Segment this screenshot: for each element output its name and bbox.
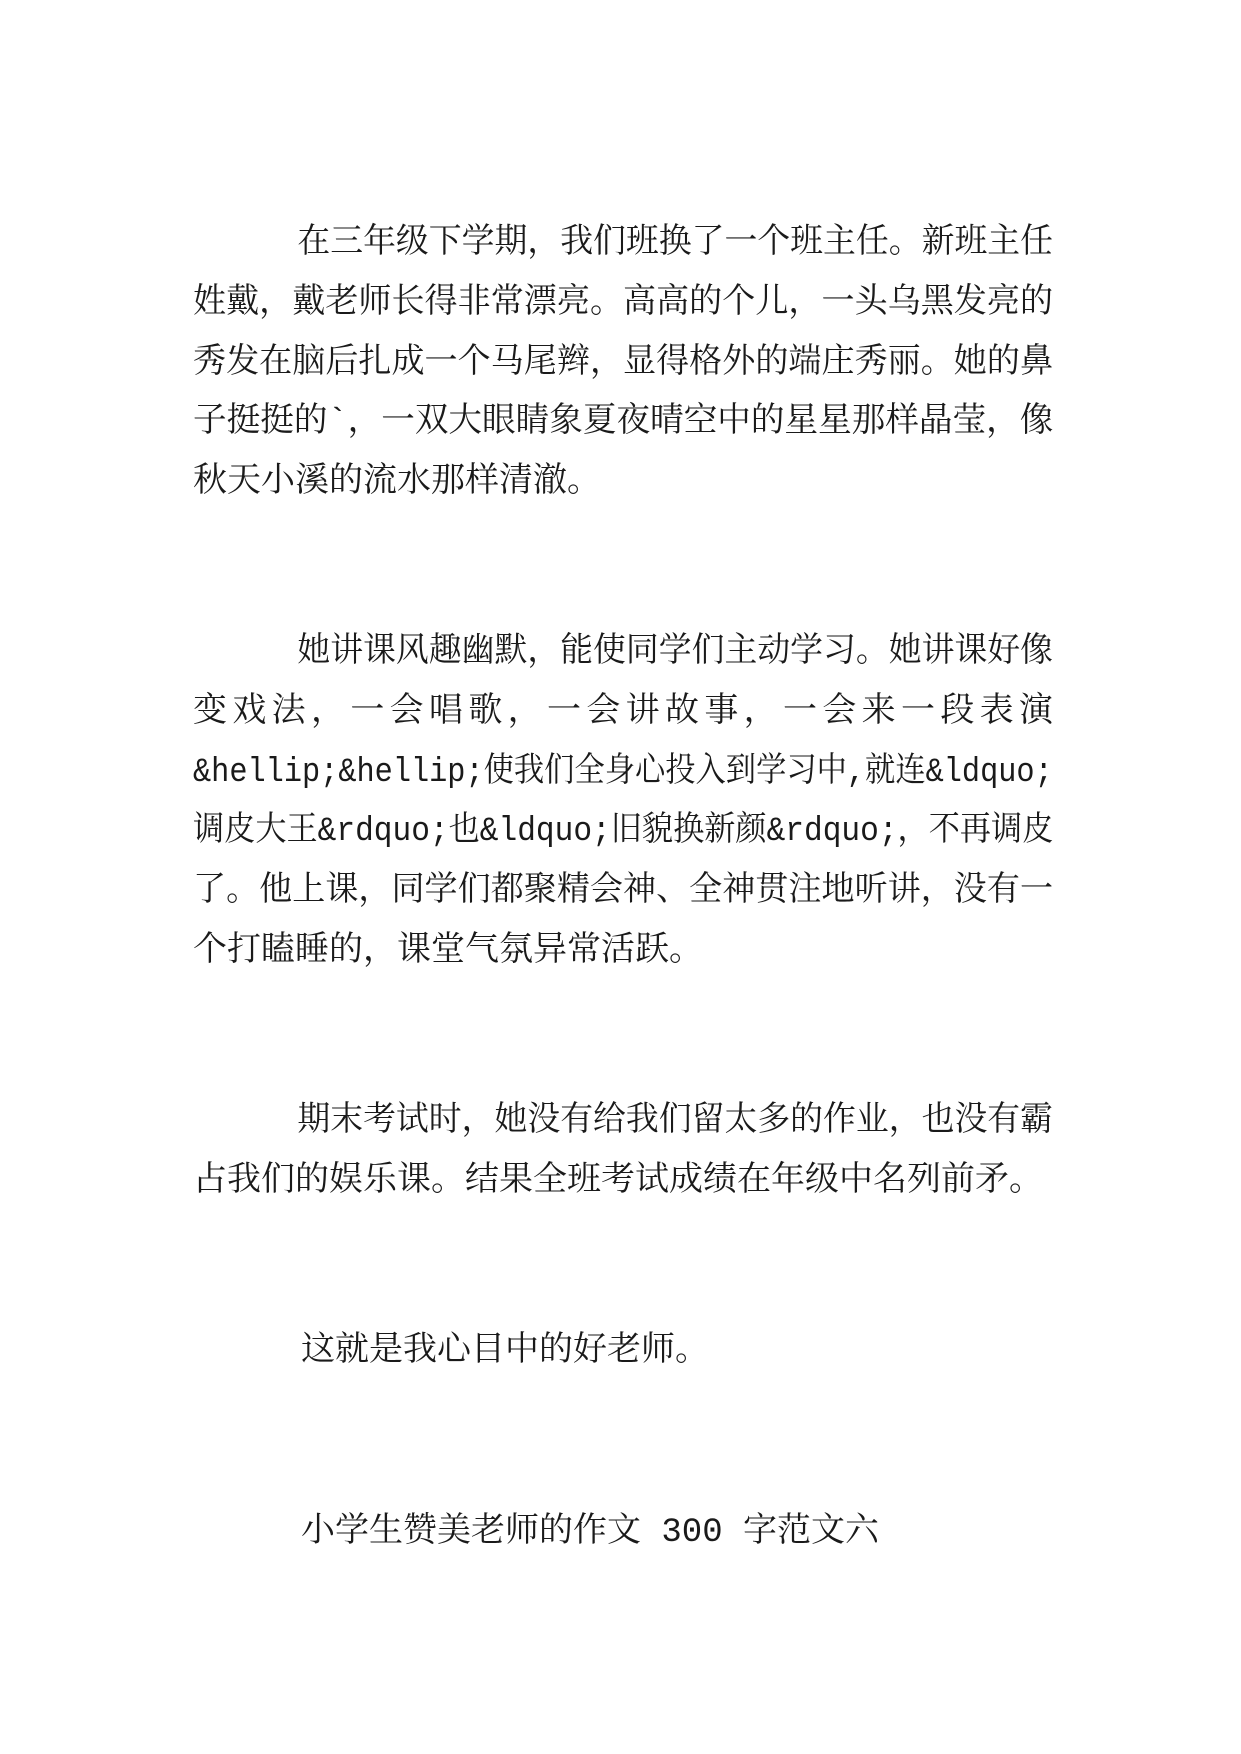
text-line: 她讲课风趣幽默，能使同学们主动学习。她讲课好像 [297,634,1054,672]
text-line: 这就是我心目中的好老师。 [301,1333,709,1371]
text-line: 占我们的娱乐课。结果全班考试成绩在年级中名列前矛。 [193,1162,1043,1201]
heading-line: 小学生赞美老师的作文 300 字范文六 [301,1514,880,1552]
paragraph [193,215,1053,514]
text-line: 期末考试时，她没有给我们留太多的作业，也没有霸 [297,1103,1054,1141]
text-line: 秋天小溪的流水那样清澈。 [193,464,601,502]
paragraph [193,1323,1053,1383]
text-line: 变戏法，一会唱歌，一会讲故事，一会来一段表演 [193,693,1053,732]
paragraph [193,1093,1053,1213]
text-line: 个打瞌睡的，课堂气氛异常活跃。 [193,932,703,971]
text-line: &hellip;&hellip;使我们全身心投入到学习中,就连&ldquo; [193,753,1053,792]
section-heading [193,1504,1053,1564]
text-line: 子挺挺的`，一双大眼睛象夏夜晴空中的星星那样晶莹，像 [193,404,1054,443]
text-line: 姓戴，戴老师长得非常漂亮。高高的个儿，一头乌黑发亮的 [193,284,1054,323]
text-line: 调皮大王&rdquo;也&ldquo;旧貌换新颜&rdquo;，不再调皮 [193,813,1054,852]
paragraph [193,624,1053,983]
text-line: 在三年级下学期，我们班换了一个班主任。新班主任 [297,225,1054,263]
text-line: 了。他上课，同学们都聚精会神、全神贯注地听讲，没有一 [193,873,1054,911]
text-line: 秀发在脑后扎成一个马尾辫，显得格外的端庄秀丽。她的鼻 [193,344,1054,383]
